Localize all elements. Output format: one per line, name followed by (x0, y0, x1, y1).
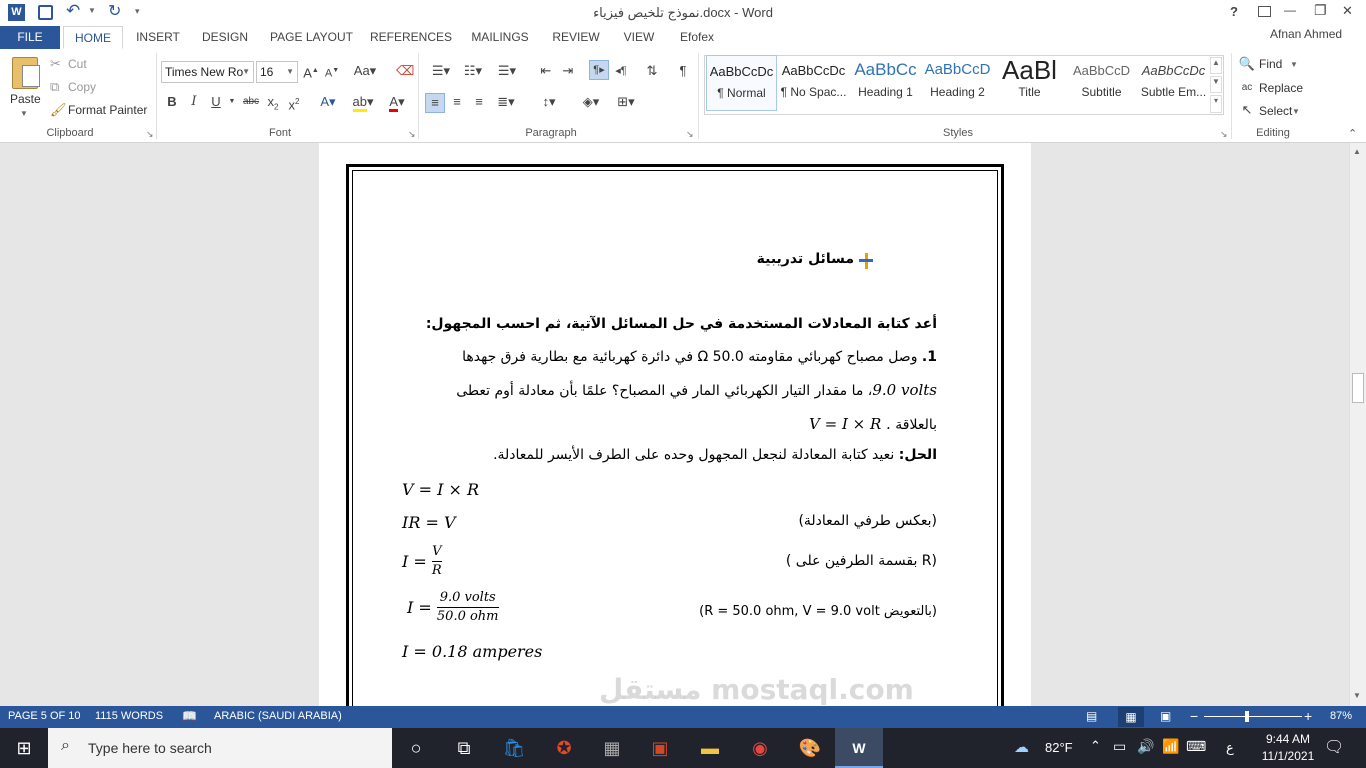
solution-text: نعيد كتابة المعادلة لنجعل المجهول وحده على الطرف الأيسر للمعادلة. (493, 447, 895, 463)
title-bar (0, 0, 1366, 26)
calculator-icon[interactable]: ▦ (603, 738, 621, 758)
select-button[interactable]: Select (1259, 104, 1293, 118)
equation-3-fraction (432, 543, 442, 580)
styles-group-label: Styles (943, 127, 973, 139)
select-dropdown-icon[interactable]: ▼ (1292, 107, 1300, 116)
shading-icon[interactable]: ◈▾ (582, 94, 600, 109)
paragraph-launcher-icon[interactable]: ↘ (686, 129, 694, 139)
equation-4-fraction (437, 589, 499, 626)
user-name[interactable]: Afnan Ahmed (1270, 27, 1343, 41)
styles-scroll-up-icon[interactable]: ▲ (1210, 57, 1222, 74)
vertical-scrollbar[interactable] (1349, 143, 1366, 706)
watermark-logo: مستقل mostaql.com (599, 673, 914, 706)
font-launcher-icon[interactable]: ↘ (408, 129, 416, 139)
tab-design[interactable]: DESIGN (201, 30, 248, 44)
notification-icon[interactable]: 🗨 (1324, 739, 1345, 756)
superscript-icon[interactable]: $x^2$ (288, 97, 300, 113)
web-layout-icon[interactable]: ▣ (1160, 709, 1172, 723)
page-count[interactable]: PAGE 5 OF 10 (8, 710, 81, 722)
print-layout-icon[interactable]: ▦ (1118, 707, 1144, 727)
taskbar-search-box[interactable] (48, 728, 392, 768)
align-center-icon[interactable]: ≡ (453, 94, 461, 109)
line-spacing-icon[interactable]: ↕▾ (542, 94, 556, 109)
equation-3-numerator: V (432, 543, 442, 562)
scroll-down-icon[interactable]: ▼ (1353, 691, 1361, 700)
word-count[interactable]: 1115 WORDS (95, 710, 164, 722)
question-line-3 (809, 415, 937, 433)
tab-mailings[interactable]: MAILINGS (471, 30, 529, 44)
word-taskbar-icon[interactable]: W (835, 728, 883, 768)
document-page[interactable] (319, 143, 1031, 706)
style-preview: AaBbCcD (1072, 63, 1131, 78)
underline-icon[interactable]: U (211, 94, 221, 109)
clear-formatting-icon[interactable]: ⌫ (396, 63, 415, 78)
highlight-icon[interactable]: ab▾ (349, 93, 377, 111)
bullets-icon[interactable]: ☰▾ (431, 63, 451, 78)
read-mode-icon[interactable]: ▤ (1086, 709, 1098, 723)
style-heading-2[interactable] (922, 55, 993, 111)
close-button[interactable]: ✕ (1342, 3, 1353, 18)
equation-2-note: (بعكس طرفي المعادلة) (798, 513, 937, 529)
font-group-label: Font (268, 127, 291, 139)
show-hidden-icons[interactable]: ⌃ (1090, 738, 1101, 753)
select-icon: ↖ (1241, 102, 1253, 117)
clock-date[interactable]: 11/1/2021 (1261, 749, 1315, 763)
style-preview: AaBbCcDc (709, 64, 774, 79)
battery-icon[interactable]: ▭ (1113, 738, 1127, 754)
format-painter-button[interactable]: Format Painter (68, 103, 148, 117)
question-text-1: وصل مصباح كهربائي مقاومته Ω 50.0 في دائرة كهربائية مع بطارية فرق جهدها (462, 349, 918, 365)
paste-button[interactable]: Paste (10, 92, 41, 106)
underline-dropdown-icon[interactable]: ▼ (228, 98, 236, 105)
paint-icon[interactable]: 🎨 (798, 738, 822, 758)
chrome-icon[interactable]: ◉ (752, 738, 768, 758)
style-name: Heading 2 (930, 85, 985, 99)
style-subtitle[interactable] (1066, 55, 1137, 111)
equation-3-lhs: I = (402, 552, 427, 571)
divider (156, 53, 157, 139)
copy-button[interactable]: Copy (68, 80, 97, 94)
styles-more-icon[interactable]: ▾ (1210, 95, 1222, 113)
instruction-text: أعد كتابة المعادلات المستخدمة في حل المسائل الآتية، ثم احسب المجهول: (425, 316, 937, 332)
save-icon[interactable] (38, 5, 53, 20)
redo-icon[interactable]: ↻ (108, 3, 122, 20)
equation-3-note: (R بقسمة الطرفين على ) (785, 553, 937, 569)
minimize-button[interactable]: — (1284, 3, 1296, 17)
question-line-1 (462, 349, 937, 365)
justify-icon[interactable]: ≣▾ (497, 94, 515, 109)
zoom-out-icon[interactable]: − (1190, 708, 1199, 724)
tab-review[interactable]: REVIEW (552, 30, 600, 44)
format-painter-icon: 🖌 (50, 102, 67, 117)
document-area (0, 143, 1349, 706)
replace-icon: ac (1241, 82, 1253, 93)
equation-1: V = I × R (402, 480, 480, 499)
undo-dropdown-icon[interactable]: ▼ (88, 6, 96, 15)
tab-page-layout[interactable]: PAGE LAYOUT (270, 30, 353, 44)
clock-time[interactable]: 9:44 AM (1265, 732, 1311, 746)
zoom-level[interactable]: 87% (1330, 710, 1353, 722)
find-icon: 🔍 (1238, 56, 1256, 71)
solution-label: الحل: (898, 447, 937, 463)
divider (1231, 53, 1232, 139)
change-case-icon[interactable]: Aa▾ (353, 63, 377, 78)
show-marks-icon[interactable]: ¶ (679, 63, 687, 78)
subscript-icon[interactable]: $x_2$ (267, 94, 279, 112)
task-view-icon[interactable]: ⧉ (457, 738, 471, 758)
clipboard-group-label: Clipboard (46, 127, 94, 139)
divider (418, 53, 419, 139)
style-subtle-emphasis[interactable] (1138, 55, 1209, 111)
style-heading-1[interactable] (850, 55, 921, 111)
find-dropdown-icon[interactable]: ▼ (1290, 60, 1298, 69)
question-math-2: V = I × R . (809, 415, 891, 433)
grow-font-icon[interactable]: A▲ (303, 65, 319, 81)
tab-file[interactable]: FILE (0, 26, 60, 49)
ltr-direction-icon[interactable]: ¶▸ (589, 60, 609, 80)
copy-icon: ⧉ (50, 79, 60, 94)
cut-icon: ✂ (50, 56, 61, 71)
tab-insert[interactable]: INSERT (136, 30, 180, 44)
rtl-direction-icon[interactable]: ◂¶ (615, 65, 627, 77)
equation-4 (407, 589, 499, 626)
equation-4-denominator: 50.0 ohm (436, 609, 499, 624)
style-normal[interactable] (706, 55, 777, 111)
strikethrough-icon[interactable]: abc (242, 96, 260, 107)
style-preview: AaBbCc (854, 60, 917, 79)
word-app-icon[interactable]: W (8, 4, 25, 21)
style-name: Heading 1 (858, 85, 913, 99)
style-preview: AaBbCcDc (781, 63, 846, 78)
tab-efofex[interactable]: Efofex (679, 30, 715, 44)
section-heading: مسائل تدريبية (756, 251, 854, 267)
scroll-up-icon[interactable]: ▲ (1353, 147, 1361, 156)
equation-5: I = 0.18 amperes (402, 642, 543, 661)
style-name: Subtitle (1081, 85, 1122, 99)
style-preview: AaBl (1002, 55, 1057, 85)
tab-view[interactable]: VIEW (623, 30, 655, 44)
question-line-2 (456, 381, 937, 399)
heading-bullet-icon (857, 253, 875, 269)
font-size-value: 16 (260, 65, 274, 79)
editing-group-label: Editing (1256, 127, 1290, 139)
solution-line (493, 447, 937, 463)
styles-scroll-down-icon[interactable]: ▼ (1210, 76, 1222, 93)
ribbon-tabs (0, 26, 1366, 49)
find-button[interactable]: Find (1259, 57, 1283, 71)
equation-2: IR = V (402, 513, 456, 532)
file-explorer-icon[interactable]: ▬ (701, 738, 719, 758)
italic-icon[interactable]: I (191, 94, 197, 109)
increase-indent-icon[interactable]: ⇥ (562, 63, 574, 78)
equation-3 (402, 543, 442, 580)
maximize-button[interactable]: ❐ (1314, 2, 1327, 18)
tab-references[interactable]: REFERENCES (370, 30, 453, 44)
align-left-icon[interactable]: ≡ (425, 93, 445, 113)
proofing-icon[interactable]: 📖 (182, 709, 197, 723)
style-name: ¶ No Spac... (780, 85, 847, 99)
question-text-3: بالعلاقة (895, 417, 937, 433)
customize-toolbar-icon[interactable]: ▾ (135, 6, 140, 16)
decrease-indent-icon[interactable]: ⇤ (540, 63, 552, 78)
input-language[interactable]: ع (1226, 740, 1234, 755)
chevron-down-icon: ▼ (286, 67, 294, 76)
language-indicator[interactable]: ARABIC (SAUDI ARABIA) (214, 710, 342, 722)
replace-button[interactable]: Replace (1259, 81, 1304, 95)
numbering-icon[interactable]: ☷▾ (463, 63, 483, 78)
style-preview: AaBbCcDc (1141, 63, 1206, 78)
weather-temp[interactable]: 82°F (1045, 740, 1073, 755)
sort-icon[interactable]: ⇅ (646, 63, 658, 78)
style-title[interactable] (994, 55, 1065, 111)
borders-icon[interactable]: ⊞▾ (617, 94, 635, 109)
cortana-icon[interactable]: ○ (410, 738, 422, 758)
zoom-slider-thumb[interactable] (1245, 711, 1249, 722)
font-color-icon[interactable]: A▾ (384, 93, 410, 111)
style-preview: AaBbCcD (924, 61, 991, 78)
clipboard-launcher-icon[interactable]: ↘ (146, 129, 154, 139)
zoom-slider[interactable] (1204, 716, 1302, 717)
zoom-in-icon[interactable]: + (1304, 708, 1313, 724)
weather-icon: ☁ (1014, 739, 1029, 756)
style-no-spacing[interactable] (778, 55, 849, 111)
scroll-thumb[interactable] (1352, 373, 1364, 403)
styles-launcher-icon[interactable]: ↘ (1220, 129, 1228, 139)
multilevel-list-icon[interactable]: ☰▾ (497, 63, 517, 78)
tab-home[interactable]: HOME (63, 26, 123, 49)
cut-button[interactable]: Cut (68, 57, 87, 71)
shrink-font-icon[interactable]: A▼ (324, 67, 340, 80)
style-name: Title (1018, 85, 1041, 99)
question-text-2: ، ما مقدار التيار الكهربائي المار في المصباح؟ علمًا بأن معادلة أوم تعطى (456, 383, 873, 399)
equation-3-denominator: R (431, 563, 442, 578)
font-family-select[interactable] (161, 61, 254, 83)
equation-4-numerator: 9.0 volts (437, 589, 499, 608)
status-bar (0, 706, 1366, 728)
style-name: Subtle Em... (1140, 85, 1207, 99)
paste-dropdown-icon[interactable]: ▼ (20, 109, 28, 118)
text-effects-icon[interactable]: A▾ (320, 94, 336, 109)
window-title: نموذج تلخيص فيزياء.docx - Word (593, 5, 773, 20)
paste-icon-sheet (22, 65, 40, 87)
help-button[interactable]: ? (1230, 4, 1238, 19)
align-right-icon[interactable]: ≡ (475, 94, 483, 109)
collapse-ribbon-icon[interactable]: ⌃ (1348, 128, 1358, 140)
taskbar-search-placeholder: Type here to search (88, 740, 212, 756)
powerpoint-icon[interactable]: ▣ (651, 738, 669, 758)
app-icon-red[interactable]: ✪ (556, 738, 572, 758)
search-icon: ⌕ (61, 737, 70, 754)
wifi-icon[interactable]: 📶 (1162, 738, 1180, 754)
equation-4-lhs: I = (407, 598, 432, 617)
equation-4-note: (بالتعويض R = 50.0 ohm, V = 9.0 volt) (699, 604, 937, 619)
divider (698, 53, 699, 139)
paragraph-group-label: Paragraph (525, 127, 577, 139)
ribbon-display-options-icon[interactable] (1258, 6, 1271, 17)
question-number: 1. (921, 349, 937, 365)
style-name: ¶ Normal (717, 86, 766, 100)
keyboard-icon[interactable]: ⌨ (1186, 738, 1207, 754)
question-math-1: 9.0 volts (872, 381, 937, 399)
bold-icon[interactable]: B (167, 94, 177, 109)
store-icon[interactable]: 🛍 (502, 738, 526, 758)
font-size-select[interactable] (256, 61, 298, 83)
undo-icon[interactable]: ↶ (66, 1, 81, 20)
ribbon (0, 49, 1366, 143)
windows-start-icon[interactable]: ⊞ (16, 738, 32, 758)
windows-taskbar (0, 728, 1366, 768)
font-family-value: Times New Ro (165, 65, 244, 79)
volume-icon[interactable]: 🔊 (1137, 738, 1155, 754)
chevron-down-icon: ▼ (242, 67, 250, 76)
